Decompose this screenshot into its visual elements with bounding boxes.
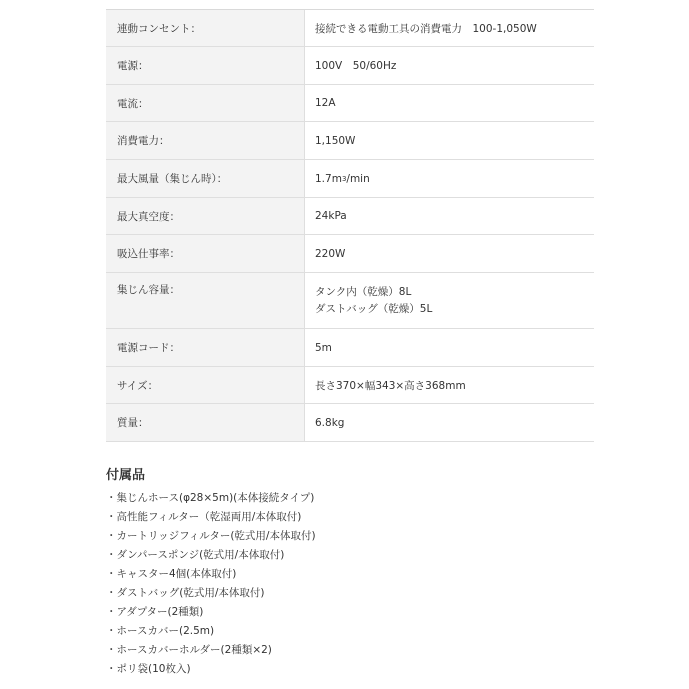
spec-label: 電源コード： bbox=[106, 329, 305, 366]
spec-label: 電流： bbox=[106, 85, 305, 121]
spec-label: 消費電力： bbox=[106, 122, 305, 159]
spec-value: 220W bbox=[315, 247, 346, 260]
spec-row-power-source bbox=[106, 47, 594, 85]
capacity-dust-bag: ダストバッグ（乾燥）5L bbox=[315, 302, 433, 315]
list-item: ・高性能フィルター（乾湿両用/本体取付) bbox=[106, 511, 302, 523]
capacity-tank: タンク内（乾燥）8L bbox=[315, 285, 412, 298]
spec-label: 最大真空度： bbox=[106, 198, 305, 234]
airflow-value: 1.7m bbox=[315, 172, 342, 185]
list-item: ・ホースカバー(2.5m) bbox=[106, 625, 215, 637]
spec-value: 5m bbox=[315, 341, 332, 354]
list-item: ・ホースカバーホルダー(2種類×2) bbox=[106, 644, 272, 656]
spec-row-size bbox=[106, 367, 594, 404]
spec-label: 最大風量（集じん時）： bbox=[106, 160, 305, 197]
list-item: ・カートリッジフィルター(乾式用/本体取付) bbox=[106, 530, 316, 542]
spec-value: 接続できる電動工具の消費電力 100-1,050W bbox=[315, 22, 537, 35]
spec-row-dust-capacity bbox=[106, 273, 594, 329]
spec-label: 質量： bbox=[106, 404, 305, 441]
list-item: ・集じんホース(φ28×5m)(本体接続タイプ) bbox=[106, 492, 315, 504]
list-item: ・キャスター4個(本体取付) bbox=[106, 568, 237, 580]
spec-value: 1.7m 3 /min bbox=[315, 172, 370, 185]
spec-label: 電源： bbox=[106, 47, 305, 84]
list-item: ・ダストバッグ(乾式用/本体取付) bbox=[106, 587, 265, 599]
spec-row-max-vacuum bbox=[106, 198, 594, 235]
accessories-list bbox=[106, 490, 316, 680]
spec-value: 6.8kg bbox=[315, 416, 345, 429]
spec-row-power-cord bbox=[106, 329, 594, 367]
spec-row-power-consumption bbox=[106, 122, 594, 160]
spec-label: サイズ： bbox=[106, 367, 305, 403]
list-item: ・ダンパースポンジ(乾式用/本体取付) bbox=[106, 549, 285, 561]
list-item: ・アダプター(2種類) bbox=[106, 606, 204, 618]
airflow-unit: /min bbox=[346, 172, 370, 185]
spec-value: 1,150W bbox=[315, 134, 356, 147]
spec-label: 連動コンセント： bbox=[106, 10, 305, 46]
spec-label: 集じん容量： bbox=[106, 273, 305, 328]
spec-value: 100V 50/60Hz bbox=[315, 60, 397, 72]
spec-row-linked-outlet bbox=[106, 10, 594, 47]
spec-table bbox=[106, 9, 594, 442]
spec-row-suction-power bbox=[106, 235, 594, 273]
spec-value: 24kPa bbox=[315, 210, 347, 222]
spec-value bbox=[305, 273, 594, 328]
spec-label: 吸込仕事率： bbox=[106, 235, 305, 272]
spec-row-current bbox=[106, 85, 594, 122]
spec-row-max-airflow bbox=[106, 160, 594, 198]
spec-value: 12A bbox=[315, 97, 336, 109]
accessories-title: 付属品 bbox=[106, 468, 146, 483]
spec-row-weight bbox=[106, 404, 594, 442]
list-item: ・ポリ袋(10枚入) bbox=[106, 663, 191, 675]
spec-value: 長さ370×幅343×高さ368mm bbox=[315, 379, 466, 392]
